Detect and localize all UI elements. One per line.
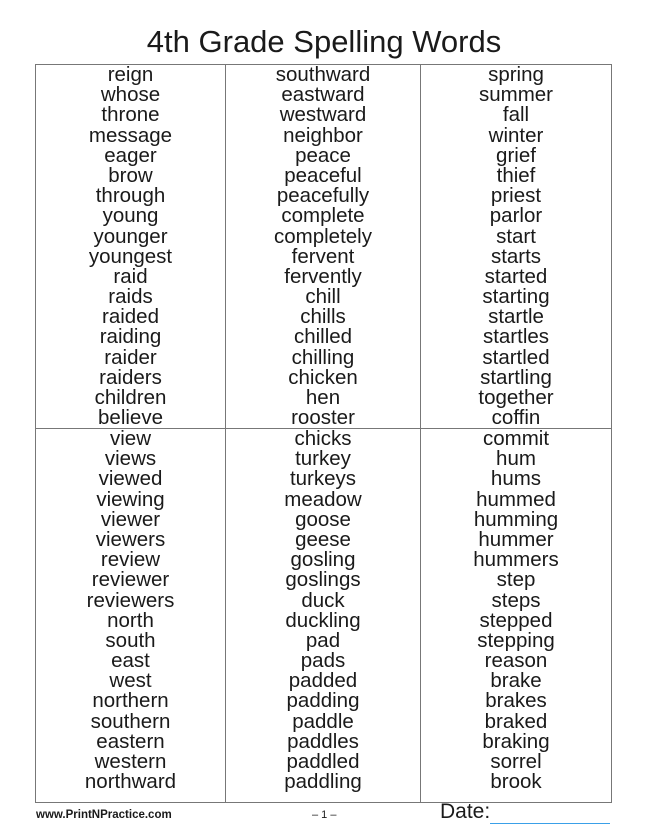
word-cell [421, 429, 611, 802]
website-link: www.PrintNPractice.com [36, 809, 172, 821]
spelling-word: paddled [286, 750, 360, 773]
spelling-word: chicken [288, 365, 358, 389]
spelling-word: throne [101, 103, 160, 127]
spelling-word: whose [100, 83, 161, 107]
spelling-word: parlor [489, 204, 543, 228]
spelling-word: stepping [477, 628, 555, 652]
spelling-word: viewers [95, 527, 166, 551]
date-label: Date: [440, 800, 491, 823]
spelling-word: geese [295, 527, 351, 551]
spelling-word: brook [490, 770, 542, 794]
spelling-word: turkey [295, 447, 351, 471]
spelling-word: padding [286, 689, 360, 713]
spelling-word: starts [490, 244, 542, 268]
spelling-word: eager [104, 143, 157, 167]
spelling-word: braked [484, 709, 548, 733]
spelling-word: brake [490, 669, 542, 693]
spelling-word: through [95, 184, 166, 208]
spelling-word: peacefully [276, 184, 370, 208]
spelling-word: coffin [491, 406, 541, 429]
spelling-word: message [88, 123, 173, 147]
spelling-word: chills [300, 305, 346, 329]
spelling-word: hum [496, 447, 536, 471]
spelling-word: western [94, 750, 167, 773]
spelling-word: complete [281, 204, 365, 228]
spelling-word: chilled [293, 325, 353, 349]
spelling-word: startles [482, 325, 550, 349]
spelling-word: brow [108, 163, 153, 187]
page-number: – 1 – [312, 809, 337, 821]
spelling-word: paddle [292, 709, 354, 733]
spelling-word: turkeys [289, 467, 357, 491]
spelling-word: thief [496, 163, 536, 187]
spelling-word: youngest [88, 244, 173, 268]
spelling-word: viewer [100, 507, 161, 531]
spelling-word: chicks [294, 429, 352, 450]
spelling-word: review [100, 548, 161, 572]
spelling-word: spring [488, 65, 544, 86]
spelling-word: raider [104, 345, 157, 369]
spelling-word: chill [305, 285, 341, 309]
word-cell [36, 65, 226, 429]
spelling-word: peaceful [284, 163, 362, 187]
spelling-word: fervent [291, 244, 355, 268]
spelling-word: raiders [99, 365, 162, 389]
spelling-word: raiding [99, 325, 162, 349]
spelling-word: viewing [96, 487, 165, 511]
spelling-word: rooster [291, 406, 355, 429]
spelling-word: believe [98, 406, 163, 429]
spelling-word: grief [496, 143, 536, 167]
spelling-word: duckling [285, 608, 361, 632]
spelling-word: humming [473, 507, 559, 531]
page-title: 4th Grade Spelling Words [146, 24, 502, 59]
spelling-word: completely [274, 224, 372, 248]
spelling-word: startled [482, 345, 550, 369]
spelling-word: hen [305, 386, 341, 409]
spelling-word: young [102, 204, 159, 228]
spelling-word: commit [482, 429, 550, 450]
spelling-word: raid [113, 264, 148, 288]
spelling-word: together [478, 386, 554, 409]
spelling-word: step [496, 568, 536, 592]
spelling-word: winter [488, 123, 544, 147]
spelling-word: paddling [284, 770, 362, 794]
spelling-word: hummers [473, 548, 559, 572]
spelling-word: goslings [285, 568, 361, 592]
spelling-word: younger [93, 224, 168, 248]
spelling-word: northward [84, 770, 177, 794]
spelling-word: east [111, 649, 150, 673]
spelling-word: westward [279, 103, 367, 127]
word-cell [421, 65, 611, 429]
word-cell [36, 429, 226, 802]
spelling-word: duck [301, 588, 345, 612]
spelling-word: startle [488, 305, 544, 329]
spelling-word: reviewer [91, 568, 170, 592]
spelling-word: hums [490, 467, 542, 491]
spelling-word: children [94, 386, 167, 409]
spelling-word: southward [275, 65, 371, 86]
date-field [440, 800, 610, 824]
word-cell [226, 429, 421, 802]
date-line [490, 803, 610, 824]
spelling-word: braking [482, 729, 550, 753]
spelling-word: startling [480, 365, 552, 389]
word-cell [226, 65, 421, 429]
spelling-word: pad [305, 628, 341, 652]
spelling-word: summer [478, 83, 554, 107]
spelling-word: hummer [478, 527, 554, 551]
spelling-word: started [484, 264, 548, 288]
word-table [35, 64, 612, 803]
spelling-word: pads [300, 649, 346, 673]
spelling-word: reviewers [86, 588, 175, 612]
spelling-word: raids [108, 285, 153, 309]
spelling-word: peace [295, 143, 351, 167]
spelling-word: reign [107, 65, 154, 86]
spelling-word: northern [92, 689, 169, 713]
spelling-word: hummed [476, 487, 556, 511]
spelling-word: neighbor [283, 123, 363, 147]
spelling-word: view [109, 429, 151, 450]
spelling-word: reason [484, 649, 548, 673]
spelling-word: brakes [485, 689, 547, 713]
spelling-word: gosling [290, 548, 356, 572]
spelling-word: goose [295, 507, 351, 531]
spelling-word: meadow [284, 487, 362, 511]
spelling-word: west [109, 669, 152, 693]
spelling-word: sorrel [490, 750, 542, 773]
spelling-word: south [105, 628, 156, 652]
spelling-word: fall [502, 103, 530, 127]
spelling-word: eastern [96, 729, 165, 753]
spelling-word: steps [491, 588, 541, 612]
spelling-word: paddles [287, 729, 359, 753]
spelling-word: start [496, 224, 536, 248]
spelling-word: starting [482, 285, 550, 309]
spelling-word: eastward [281, 83, 365, 107]
spelling-word: north [107, 608, 154, 632]
spelling-word: southern [90, 709, 171, 733]
spelling-word: viewed [98, 467, 163, 491]
spelling-word: padded [288, 669, 358, 693]
spelling-word: priest [490, 184, 542, 208]
spelling-word: views [104, 447, 157, 471]
spelling-word: fervently [284, 264, 362, 288]
spelling-word: raided [102, 305, 159, 329]
spelling-word: chilling [291, 345, 355, 369]
spelling-word: stepped [479, 608, 553, 632]
